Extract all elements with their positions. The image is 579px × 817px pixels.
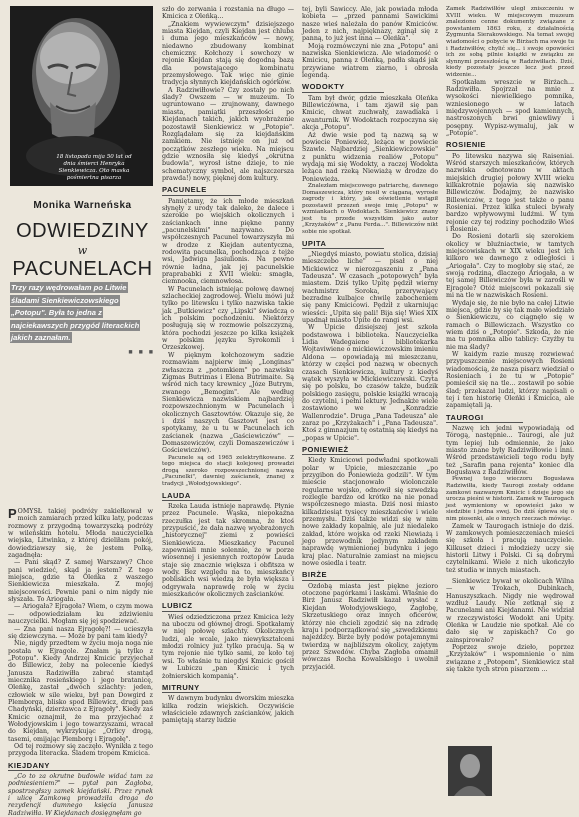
column-2	[162, 6, 294, 800]
section-heading-rosienie: ROSIENIE	[446, 141, 523, 150]
section-heading-birze: BIRŻE	[302, 571, 384, 580]
paragraph: W Pacunelach istniejąc połowę dawnej szlacheckiej zagrodowej. Wielu mówi już tylko po litewsku i tylko nazwiska takie jak „Butkiewicz" czy „Lipski" świadczą o ich polskim pochodzeniu. Niektórzy posługują się w rozmowie polszczyzną, która pochodzi jeszcze po kilka książek w polskim języku Syrokomli i Orzeszkowej.	[162, 285, 294, 352]
paragraph: tej, byli Sawiccy. Ale, jak powiada młoda kobieta — „przed pannami Sawickimi nasze wieś należała do panów Kmiciców. Jeden z nich, najpięknazy, zginął się z panną, to już jest inna — Oleńka".	[302, 6, 438, 43]
paragraph: W Upicie dzisiejszej jest szkoła podstawowa i biblioteka. Nauczycielka Lidia Wadegaiene i bibliotekarka Wojtaviwiene o mickiewiczowskim imieniu Aldona — opowiadają mi mieszczanu, którzy w części pod nazwą w obecnych czasach Sienkiewicza, kultury z kiedyś wątek wyszyła w Mickiewiczowski. Czyta się po polsku, bo czasów także, budzik polskiego zasięgu, polskie książki wracają do czytelni, i pełni lektury. Jednakże wiele zostawiono we w „Konradzie Wallenrodzie". Druga „Pana Tadeusza" ale zaraz po „Krzyżakach" i „Pana Tadeusza". Ktoś z gimnazjum tę ostatnią się kiedyś na „popas w Upicie".	[302, 324, 438, 442]
paragraph: W dawnym budynku dworskim mieszka kilka rodzin wiejskich. Oczywiście właściciele zdawnych zaścianków, jakich pamiętają starzy ludzie	[162, 695, 294, 725]
paragraph: Od tej rozmowy się zaczęło. Wynikła z tego przygoda literacka. Śladem tropem Kmicica.	[8, 743, 153, 758]
portrait-image	[448, 746, 492, 796]
paragraph: A Radziwiłłowie? Czy zostały po nich ślady? Owszem — w muzeum. To ugruntowano — zrujnowany, dawnego miasta, pamiątki przeszłości po Kiejdanach takich, jakich wyobrażenie pozostawił Sienkiewicz w „Potopie". Rozglądałam się za kiejdańskim zamkiem. Nie istnieje on już od początków zeszłego wieku. Na miejscu gdzie wznosiła się kiedyś „okrutna budowla", wyrosł istne dzieje, to nie schematyczny symbol, ale najszczersza prawda!) nowy, pięknej dom kultury.	[162, 86, 294, 182]
section-heading-upita: UPITA	[302, 240, 384, 249]
author-name: Monika Warneńska	[33, 200, 132, 211]
author-portrait-photo	[448, 746, 492, 796]
column-3	[302, 6, 438, 800]
section-heading-taurogi: TAUROGI	[446, 414, 523, 423]
paragraph: Nie, nigdy przedtem w życiu moja noga nie postała w Ejragole. Znałam ją tylko z „Potopu". Kiedy Andrzej Kmicic przyjechał do Billewicz, żeby na polecenie kiedyś Janusza Radziwiłła zabrać stamtąd miecznika rosieńskiego i jego bratanicę, Oleńkę, zastał „dwóch szlachty: jeden, człowiek w sile wieku, był pan Dowgird z Plemborga, blisko spod Billewicz, drugi pan Chadyński, dzierżawca z Ejragoły". Kiedy zaś Kmicic oznajmił, że ma przyjechać z Wołodyjowskim i jego towarzyszami, wracał do Kiejdan, wykrzykując „Orlicy drogą, tasemi, omijając Plemborg i Ejragołę".	[8, 640, 153, 743]
paragraph: — Pani skąd? Z samej Warszawy? Chce pani wiedzieć, skąd ja jestem? Z tego miejsca, gdzie ta Oleńka z waszego Sienkiewicza mieszkała. Z mojej miejscowości. Pewnie pani o nim nigdy nie słyszała. To Ariogała.	[8, 559, 153, 604]
article-title-line3: PACUNELACH	[12, 258, 153, 280]
paragraph: Zamek w Taurogach istnieje do dziś. W zamkowych pomieszczeniach mieści się szkoła i pracują nauczyciele. Kilkuset dzieci i młodzieży uczy się historii Litwy i Polski. Ci są dobrymi czytelnikami. Wiele z nich ukończyło też studia w innych miastach.	[446, 522, 574, 574]
section-heading-lauda: LAUDA	[162, 492, 241, 501]
paragraph: Do Rosieni dotarli się szerokiem okolicy w bluźniactwie, w tamtych miejscowiskach w XIX wieku jest ich kilkoro we dawnego z odległości i „Ariogała". Czy to mogłoby się stać, ze swoją rodziną, dlaczego Ariogała, a w tej samej Billewiczów była w zarośli w Ejragole? Otóż miejscowi pokazali się mi na tle w nazwiskach Rosieni.	[446, 233, 574, 300]
section-heading-kiejdany: KIEJDANY	[8, 762, 95, 771]
paragraph: W kaidym razie muszę rozwiewać przypuszczenie miejscowych Rosieni wiadomością, że nasza pisarz wiedział o Rosieniach i że tu w „Potopie" pomieścił się na tle... zostawił po sobie ślad; przekazał ludzi, którzy napisali o tej i ten historię Oleńki i Kmicica, ale zapamiętali ją.	[446, 350, 574, 410]
paragraph: „Co to za okrutne budowle widać tam za podniesieniem?" — pytał pan Zagłoba, spostrzegłszy zamek kiejdański. Przez rynek i ulicę Zamkową prowadziła droga do rezydencji dumnego księcia Janusza Radziwiłła. W Kiejdanach dosięgnęłam go	[8, 773, 153, 817]
paragraph: Pamiętamy, że ich młode mieszkań słynęły z urody tak daleko, że dalece i szerokie po wiejskich okolicznych i zaściankach inne piękne panny „pacunelskimi" nazywano. Do współczesnych Pacunel towarzyszyła mi w drodze z Kiejdan autentyczna, rodowita pacunelka, pochodząca z tejże wsi, Jadwiga Jasiulionis. Na pewno równie ładna, jak jej pacunelskie praprababki z XVII wieku: smagła, ciemnooka, ciemnowłosa.	[162, 197, 294, 286]
article-title-line2: w	[77, 244, 88, 257]
section-heading-mitruny: MITRUNY	[162, 684, 241, 693]
paragraph: Po litewsku nazywa się Raiseniai. Wśród starszych mieszkańców, których nazwiska odnotowano w aktach miejskich drugiej połowy XVIII wieku kilkakrotnie pojawia się nazwisko Billewiczów. Dodajmy, że nazwisko Billewiczów, z tego jest także o panu Rosieniai. Przez kilka stuleci bywały bardzo wpływowymi ludźmi. W tym rejonie czy tej rodziny pochodziło Wieś i Rosienie.	[446, 152, 574, 234]
paragraph: OMYSŁ takiej podróży zakiełkował w moich zamiarach przed kilku laty, podczas rozmowy z przygodną towarzyszką podróży w wileńskim hotelu. Młoda nauczycielka wiejska, Litwinka, z której dzieliłam pokój, dowiedziawszy się, że jestem Polką, zagadnęła:	[8, 508, 153, 560]
paragraph-note: Pacunele są od 1965 zelektryfikowane. Z tego miejsca do stacji kolejowej prowadzi drogą szeroko rozpowszechnionej nazwą „Pacunelki", dawniej zaścianek, znanej z tradycji „Wołodyjowskiego".	[162, 454, 294, 487]
section-heading-poniewiez: PONIEWIEŻ	[302, 446, 384, 455]
paragraph: Aż dwie wsie pod tą nazwą są w powiecie Poniewież, leżąca w powiecie Szawle. Najbardziej „Sienkiewiczowskie" z punktu widzenia realiów „Potopu" wydają mi się Wodokty, a raczej Wodokta leżąca nad rzeką Niewiażą w drodze do Poniewieża.	[302, 131, 438, 183]
paragraph: Sienkiewicz bywał w okolicach Wilna — w Trokach, Dubinkach, Hanuszyszkach. Nigdy nie wędrował wzdłuż Laudy. Nie zetknął się z Pacunelami ani Kiejdanami. Nie widział w rzeczywistości Wodokt ani Upity. Oleńka w Laudzie nie spotkał. Ale co dało się w zapiskach? Co go zainspirowało?	[446, 577, 574, 644]
lead-text: Trzy razy wędrowałam po Litwie śladami Sienkiewiczowskiego „Potopu". Była to jedna z najciekawszych przygód literackich jakich zaznałam.	[11, 283, 140, 342]
paragraph: Wieś odziedziczona przez Kmicica leży na uboczu od głównej drogi. Spotkałamy w niej połowę szlachty. Okolicznych ludzi, ale wcale, jako niewykształceni młodzi rolnicy już tylko pracują. Są w tym rejonie nie tylko sami, ze koło tej wsi. To właśnie tu niegdyś Kmicic gościł w Lubiczu „pan Kmicic i tych żołnierskich kompanią".	[162, 613, 294, 680]
drop-cap: P	[8, 506, 17, 521]
paragraph: — Zna pani nasza Ejragołę?! — ucieszyła się dziewczyna. — Może by pani tam kiedy?	[8, 625, 153, 640]
paragraph: W pięknym kołchozowym sadzie rozmawiam najpierw imię „Longinas" zwłaszcza z „potomkiem" po nazwisku Zigmas Butrimas i Elena Butrimaite. Są wśród nich tacy krewnicy „Józe Butrym, zwanego „Bemogim". Ale według Sienkiewicza nazwiskiem najbardziej rozpowszechnionym w Pacunelach i okolicznych Gasztowtów. Okazuje się, że i dziś naszych Gasztowt jest co spotykamy, że u tu w Pacunelach ich zaścianek (nazwa „Gaściewiczów" — Domaszewiczów, czyli Domaszewiczów i Gościewiczów).	[162, 351, 294, 455]
paragraph-note: Pewnej tego wieczoru Bogusława Radziwiłła, kiedy Taurogi zostały oddane zamkowi nazwanym Kmicic i dzieje jego się urocza pieśni w historii. Zamek w Taurogach jest wymieniony w opowieści jako w siedzibie i jedna swej. Do dziś śpiewa się o nim piosenki, ale o innych rzeczach mówiąc.	[446, 476, 574, 522]
section-heading-lubicz: LUBICZ	[162, 602, 241, 611]
death-mask-photo	[10, 6, 153, 186]
paragraph: Poprzez swoje dzieło, poprzez „Krzyżaków" i wspomnienie o nim związane z „Potopem", Sienkiewicz stał się także tych stron pisarzem ...	[446, 644, 574, 674]
lead-paragraph	[10, 282, 155, 359]
section-heading-pacunele: PACUNELE	[162, 186, 241, 195]
paragraph: Tam był dwór, gdzie mieszkała Oleńka Billewiczówna, i tam zjawił się pan Kmicic, chwat zuchwały, zawadiaka i awanturnik. W Wodoktach rozpoczyna się akcja „Potopu".	[302, 94, 438, 132]
paragraph-note: Zamek Radziwiłłów uległ zniszczeniu w XVIII wieku. W miejscowym muzeum znaleziono cenne dokumenty związane z powstaniem 1863 roku, z działalnością Zygmunta Sierakowskiego. Na temat swojej wiadomości o pobycie w Birżach ma swoje tu i Radziwiłłów, chylić się... i swoje opowieści ich ze sobą pilnie książki w związku ze słynnymi przeszłością w Radziwiłłach. Dziś, kiedy pozostały jeszcze lecz jest przed widzenie...	[446, 6, 575, 78]
paragraph: „Znakiem wywiewczym" dzisiejszego miasta Kiejdan, czyli Kiejdan jest chluba i duma jego mieszkańców — nowy, niedawno zbudowany kombinat chemiczny. Kołchozy i sowchozy w rejonie Kiejdan stają się dogodną bazą dla powstającego kombinatu przemysłowego. Tak więc nie ginie tradycja słynnych kiejdańskich ogórków.	[162, 20, 294, 87]
paragraph: Spotkałam wreszcie w Birżach... Radziwiłła. Spojrzał na mnie z wysokości niewielkiego pomnika, wzniesionego w latach międzywojennych — spod kamiennych, nastroszonych brwi gniewliwy i posępny. Wypisz-wymaluj, jak w „Potopie".	[446, 78, 574, 137]
column-4	[446, 6, 574, 800]
paragraph: Ozdobą miasta jest piękne jezioro otoczone pagórkami i laskami. Właśnie do Birż Janusz Radziwiłł kazał wysłać z Kiejdan Wołodyjowskiego, Zagłobę, Skrzetuskiego oraz innych oficerów, którzy nie chcieli zgodzić się na zdradę kraju i podporządkować się „szwedzkiemu najeźdźcy. Birże były podów potajemnymi twierdzą w najbliższym okolicy, zajętym przez Szwedów. Chyba Zagłoba omamił wówczas Rocha Kowalskiego i uwolnił przyjaciół.	[302, 582, 438, 671]
paragraph: Wydaje się, że nie było na całej Litwie miejsca, gdzie by się tak mało wiedziało o Sienkiewiczu, co ciągnęło się w ramach o Billewiczach. Wszystko co wiem dziś o „Potopie". Szkoda, że nie ma tu pomnika albo tablicy: Czyżby tu nie ma ślady?	[446, 299, 574, 351]
paragraph: Rzeka Lauda istnieje naprawdę. Płynie przez Pacunele. Wąska, niepokaźna rzeczułka jest tak skromna, że ktoś przypuścić, że dała nazwę wyobrażonych „historycznej" ziemi z powieści Sienkiewicza. Mieszkańcy Pacunel zapewniali mnie solennie, że w porze wiosennej i jesiennych roztopów Lauda staje się znacznie większa i obfitsza w wody. Bez względu na to, mieszkańcy pobliskich wsi wiedzą że była większa i odgrywała naprawdę rolę w życiu mieszkańców okolicznych zaścianków.	[162, 502, 294, 599]
paragraph-note: Znalezłam miejscowego patriarchę, dawnego Domaszewicza, który nosił w ciąganą, wyrosłe zagrody i który, jak oświetlenie wstąpił pozostawił przezeń swoje imię „Potopu" w wzmiankach o Wodoktach. Sienkiewicz znany jest tu przede wszystkim jako autor „Krzyżaków" z „Panu Ferda...". Billewiczów nikt sobie nie spotkał.	[302, 182, 438, 236]
paragraph: szło do zerwania i rozstania na długo — Kmicica z Oleńką...	[162, 6, 294, 21]
article-title-line1: ODWIEDZINY	[16, 220, 149, 242]
section-heading-wodokty: WODOKTY	[302, 83, 384, 92]
column-1	[8, 506, 153, 817]
lead-separator: ■ ■ ■	[128, 348, 155, 356]
paragraph: Kiedy Kmicicowi podwładni spotkowali polar w Upicie, mieszczanie „po przygibon do Poniewieża godzili". W tym mieście stacjonowało wiolonczele regularne wojsko, odnowił się szwedzką rozlegle bardzo od krótko na nie ponad współczesnego miasta. Dziś nosi miasto kilkadziesiąt tysięcy mieszkańców i wiele przemysłu. Dziś także widzi się w nim nowe zakłady kopalnię, ale już niedaleko zakład, które wojska od rzeki Niewiażą i jego przewodnik jedynym zakładem naprawdę wymienionej budynku i jego kraj plac. Naturalnie zamiast na miejscu nowe osiedla i teatr.	[302, 457, 438, 568]
paragraph: Moją rozmówczyni nie zna „Potopu" ani nazwiska Sienkiewicza. Ale wiadomość o Kmicicu, panną z Oleńką, padła skądś jak przywiane wiatrem ziarno, i obrosła legendą.	[302, 42, 438, 80]
paragraph: „Niegdyś miasto, powiatu stolica, dzisiaj mieszczebo liche" — pisał o niej Mickiewicz w nierozgaszeniu z „Pana Tadeusza". W czasach „potopowych" była miastem. Dziś tylko Upitę pędził wierny wachmistrz Soroka, przerywający bezradne kulbajce chwilę zabocheniem się pany Kmicicowi. Pędził z ukarniując wiesści: „Upita się pali! Bija się! Wieś XIX upadnął miasto Upite do rangi wsi.	[302, 251, 438, 325]
paragraph: — Ariogała? Ejragoła? Wiem, o czym mowa — odpowiedziałam ku zdziwieniu nauczycielki. Mogłam się jej spodziewać.	[8, 603, 153, 626]
paragraph: Nazwę ich jedni wypowiadają od Tórogą, następnie... Taurogi, ale już tym lepiej lub odmiennie, że jako miasto znane były Radziwiłłowie i inni. Wśród przedstawicieli tego rodu były też „Sarafin pana rejenta" koniec dla Bogusława z Radziwiłłów.	[446, 425, 574, 477]
photo-caption: 18 listopada mija 50 lat od dnia śmierci Henryka Sienkiewicza. Oto maska pośmiertna pisarza	[56, 154, 132, 181]
